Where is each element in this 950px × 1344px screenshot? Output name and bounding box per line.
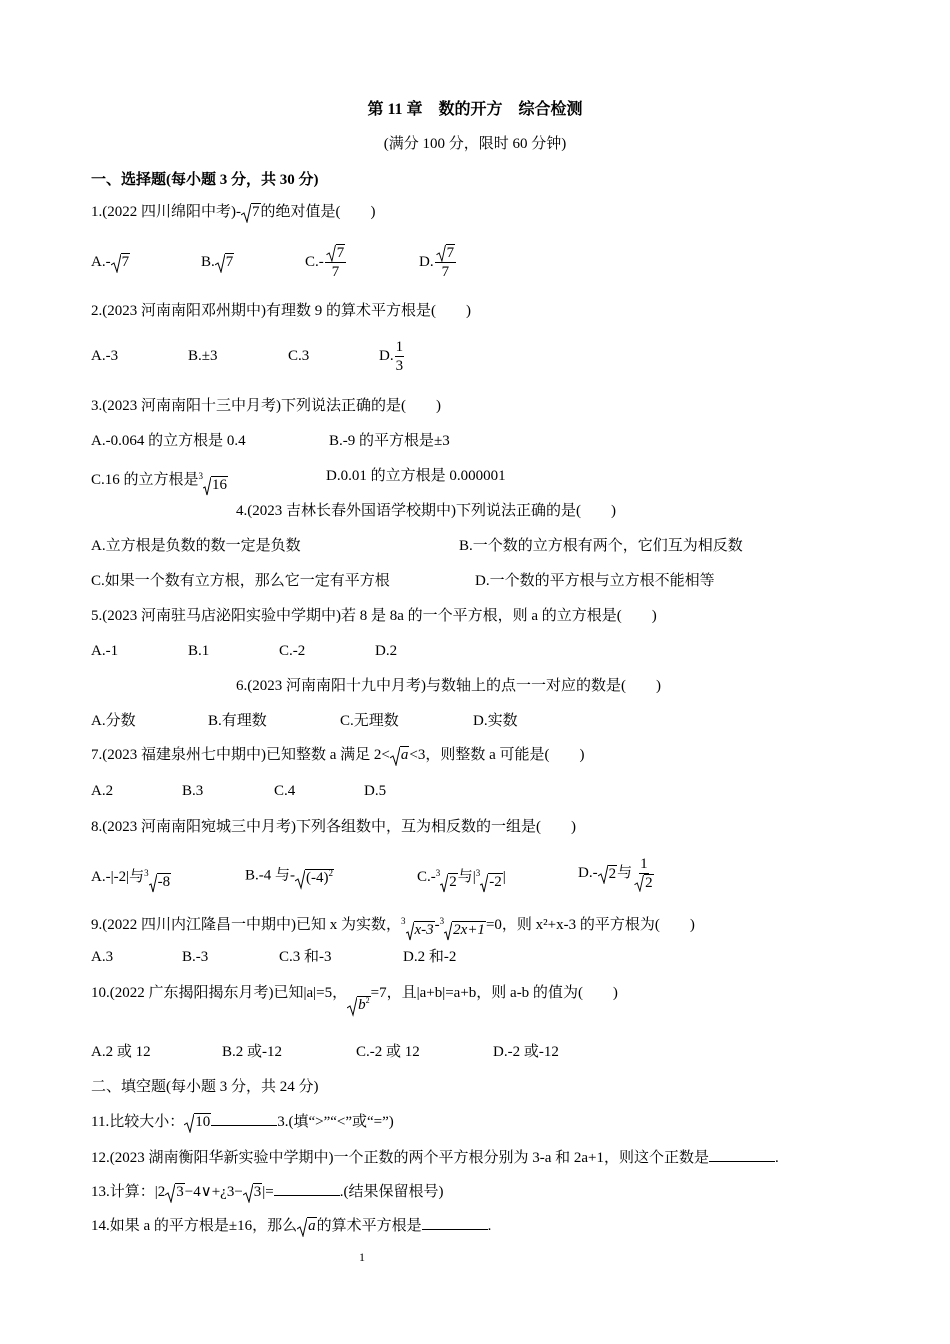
answer-blank[interactable] bbox=[422, 1215, 488, 1230]
sqrt-symbol: 3 bbox=[243, 1182, 263, 1203]
question-14: 14.如果 a 的平方根是±16，那么 a的算术平方根是 . bbox=[91, 1215, 491, 1237]
sqrt-symbol: 10 bbox=[184, 1112, 211, 1133]
sqrt-symbol: 2 bbox=[598, 852, 618, 896]
q10-option-b: B.2 或-12 bbox=[222, 1044, 283, 1060]
q5-option-c: C.-2 bbox=[279, 643, 306, 659]
q9-option-d: D.2 和-2 bbox=[403, 949, 457, 965]
q7-option-b: B.3 bbox=[182, 783, 204, 799]
question-3: 3.(2023 河南南阳十三中月考)下列说法正确的是( ) bbox=[91, 398, 441, 414]
q4-option-c: C.如果一个数有立方根，那么它一定有平方根 bbox=[91, 573, 390, 589]
sqrt-symbol: 7 bbox=[215, 252, 235, 273]
question-5: 5.(2023 河南驻马店泌阳实验中学期中)若 8 是 8a 的一个平方根，则 a 的立方根是( ) bbox=[91, 608, 657, 624]
q3-option-d: D.0.01 的立方根是 0.000001 bbox=[326, 468, 506, 484]
q1-option-c: C.- $\frac{7}{7}$ bbox=[305, 244, 345, 281]
q8-option-a: A.-|-2|与$^3$-8 bbox=[91, 863, 171, 893]
q8-option-b: B.-4 与- $(-4)^2$ bbox=[245, 863, 334, 890]
question-12: 12.(2023 湖南衡阳华新实验中学期中)一个正数的两个平方根分别为 3-a 和 2a+1，则这个正数是 . bbox=[91, 1147, 779, 1168]
answer-blank[interactable] bbox=[709, 1147, 775, 1162]
question-11: 11.比较大小： 10 3.(填“>”“<”或“=”) bbox=[91, 1111, 394, 1133]
cube-root-symbol: $^3$2x+1 bbox=[439, 916, 485, 938]
question-13: 13.计算：|2 3−4∨+¿3− 3|= .(结果保留根号) bbox=[91, 1181, 444, 1203]
sqrt-symbol: 7 bbox=[111, 252, 131, 273]
question-2: 2.(2023 河南南阳邓州期中)有理数 9 的算术平方根是( ) bbox=[91, 303, 471, 319]
q10-option-a: A.2 或 12 bbox=[91, 1044, 151, 1060]
cube-root-symbol: $^3$2 bbox=[435, 868, 457, 890]
sqrt-symbol: $(-4)^2$ bbox=[295, 863, 334, 890]
q7-option-a: A.2 bbox=[91, 783, 114, 799]
q7-option-d: D.5 bbox=[364, 783, 387, 799]
section-choice-heading: 一、选择题(每小题 3 分，共 30 分) bbox=[91, 172, 319, 188]
q9-option-a: A.3 bbox=[91, 949, 114, 965]
fraction: $\frac{7}{7}$ bbox=[325, 244, 347, 282]
q6-option-c: C.无理数 bbox=[340, 713, 399, 729]
q6-option-a: A.分数 bbox=[91, 713, 136, 729]
q1-option-b: B. 7 bbox=[201, 252, 234, 273]
q4-option-a: A.立方根是负数的数一定是负数 bbox=[91, 538, 301, 554]
cube-root-symbol: $^3$16 bbox=[198, 471, 228, 493]
q5-option-a: A.-1 bbox=[91, 643, 119, 659]
sqrt-symbol: 2 bbox=[634, 874, 654, 893]
section-fill-heading: 二、填空题(每小题 3 分，共 24 分) bbox=[91, 1079, 319, 1095]
q3-option-b: B.-9 的平方根是±3 bbox=[329, 433, 450, 449]
sqrt-symbol: 7 bbox=[436, 244, 456, 263]
question-6: 6.(2023 河南南阳十九中月考)与数轴上的点一一对应的数是( ) bbox=[236, 678, 661, 694]
q2-option-b: B.±3 bbox=[188, 348, 218, 364]
sqrt-symbol: 3 bbox=[165, 1182, 185, 1203]
q4-option-b: B.一个数的立方根有两个，它们互为相反数 bbox=[459, 538, 743, 554]
question-1-stem-a: 1.(2022 四川绵阳中考)- bbox=[91, 204, 241, 220]
q7-option-c: C.4 bbox=[274, 783, 296, 799]
cube-root-symbol: $^3$x-3 bbox=[401, 916, 434, 938]
fraction: $\frac{1}{2}$ bbox=[633, 855, 655, 893]
fraction: $\frac{1}{3}$ bbox=[395, 339, 404, 375]
q4-option-d: D.一个数的平方根与立方根不能相等 bbox=[475, 573, 715, 589]
q9-option-b: B.-3 bbox=[182, 949, 209, 965]
q6-option-d: D.实数 bbox=[473, 713, 518, 729]
cube-root-symbol: $^3$-2 bbox=[475, 868, 502, 890]
page-number: 1 bbox=[359, 1250, 365, 1264]
question-4: 4.(2023 吉林长春外国语学校期中)下列说法正确的是( ) bbox=[236, 503, 616, 519]
sqrt-symbol: a bbox=[390, 745, 410, 766]
q2-option-a: A.-3 bbox=[91, 348, 119, 364]
answer-blank[interactable] bbox=[274, 1181, 340, 1196]
answer-blank[interactable] bbox=[211, 1111, 277, 1126]
q10-option-d: D.-2 或-12 bbox=[493, 1044, 559, 1060]
question-7: 7.(2023 福建泉州七中期中)已知整数 a 满足 2< a<3，则整数 a 可能是( ) bbox=[91, 745, 584, 766]
q2-option-d: D. $\frac{1}{3}$ bbox=[379, 339, 404, 375]
q6-option-b: B.有理数 bbox=[208, 713, 267, 729]
q5-option-d: D.2 bbox=[375, 643, 398, 659]
page-subtitle: (满分 100 分，限时 60 分钟) bbox=[383, 136, 567, 152]
q10-option-c: C.-2 或 12 bbox=[356, 1044, 420, 1060]
sqrt-symbol: a bbox=[297, 1216, 317, 1237]
question-1 bbox=[91, 202, 376, 223]
q1-option-d: D. $\frac{7}{7}$ bbox=[419, 244, 455, 281]
question-8: 8.(2023 河南南阳宛城三中月考)下列各组数中，互为相反数的一组是( ) bbox=[91, 819, 576, 835]
sqrt-symbol: 7 bbox=[326, 244, 346, 263]
q8-option-d: D.- 2与 $\frac{1}{2}$ bbox=[578, 851, 656, 896]
cube-root-symbol: $^3$-8 bbox=[144, 868, 171, 890]
question-10: 10.(2022 广东揭阳揭东月考)已知|a|=5，$b^2=7$，且|a+b|=a+b，则 a-b 的值为( ) bbox=[91, 983, 618, 1017]
q8-option-c: C.-$^3$2与$|^3-2|$ bbox=[417, 863, 506, 893]
q5-option-b: B.1 bbox=[188, 643, 210, 659]
q3-option-a: A.-0.064 的立方根是 0.4 bbox=[91, 433, 246, 449]
page-title: 第 11 章 数的开方 综合检测 bbox=[367, 101, 583, 118]
sqrt-symbol: $b^2$ bbox=[347, 991, 371, 1017]
q2-option-c: C.3 bbox=[288, 348, 310, 364]
fraction: $\frac{7}{7}$ bbox=[435, 244, 457, 282]
q3-option-c: C.16 的立方根是$^3$16 bbox=[91, 466, 228, 496]
sqrt-symbol: 7 bbox=[241, 202, 261, 223]
q1-option-a: A.- 7 bbox=[91, 252, 130, 273]
question-9: 9.(2022 四川内江隆昌一中期中)已知 x 为实数，$^3$x-3-$^3$2x+1=0，则 x²+x-3 的平方根为( ) bbox=[91, 911, 695, 941]
q9-option-c: C.3 和-3 bbox=[279, 949, 332, 965]
question-1-stem-b: 的绝对值是( ) bbox=[260, 204, 376, 220]
